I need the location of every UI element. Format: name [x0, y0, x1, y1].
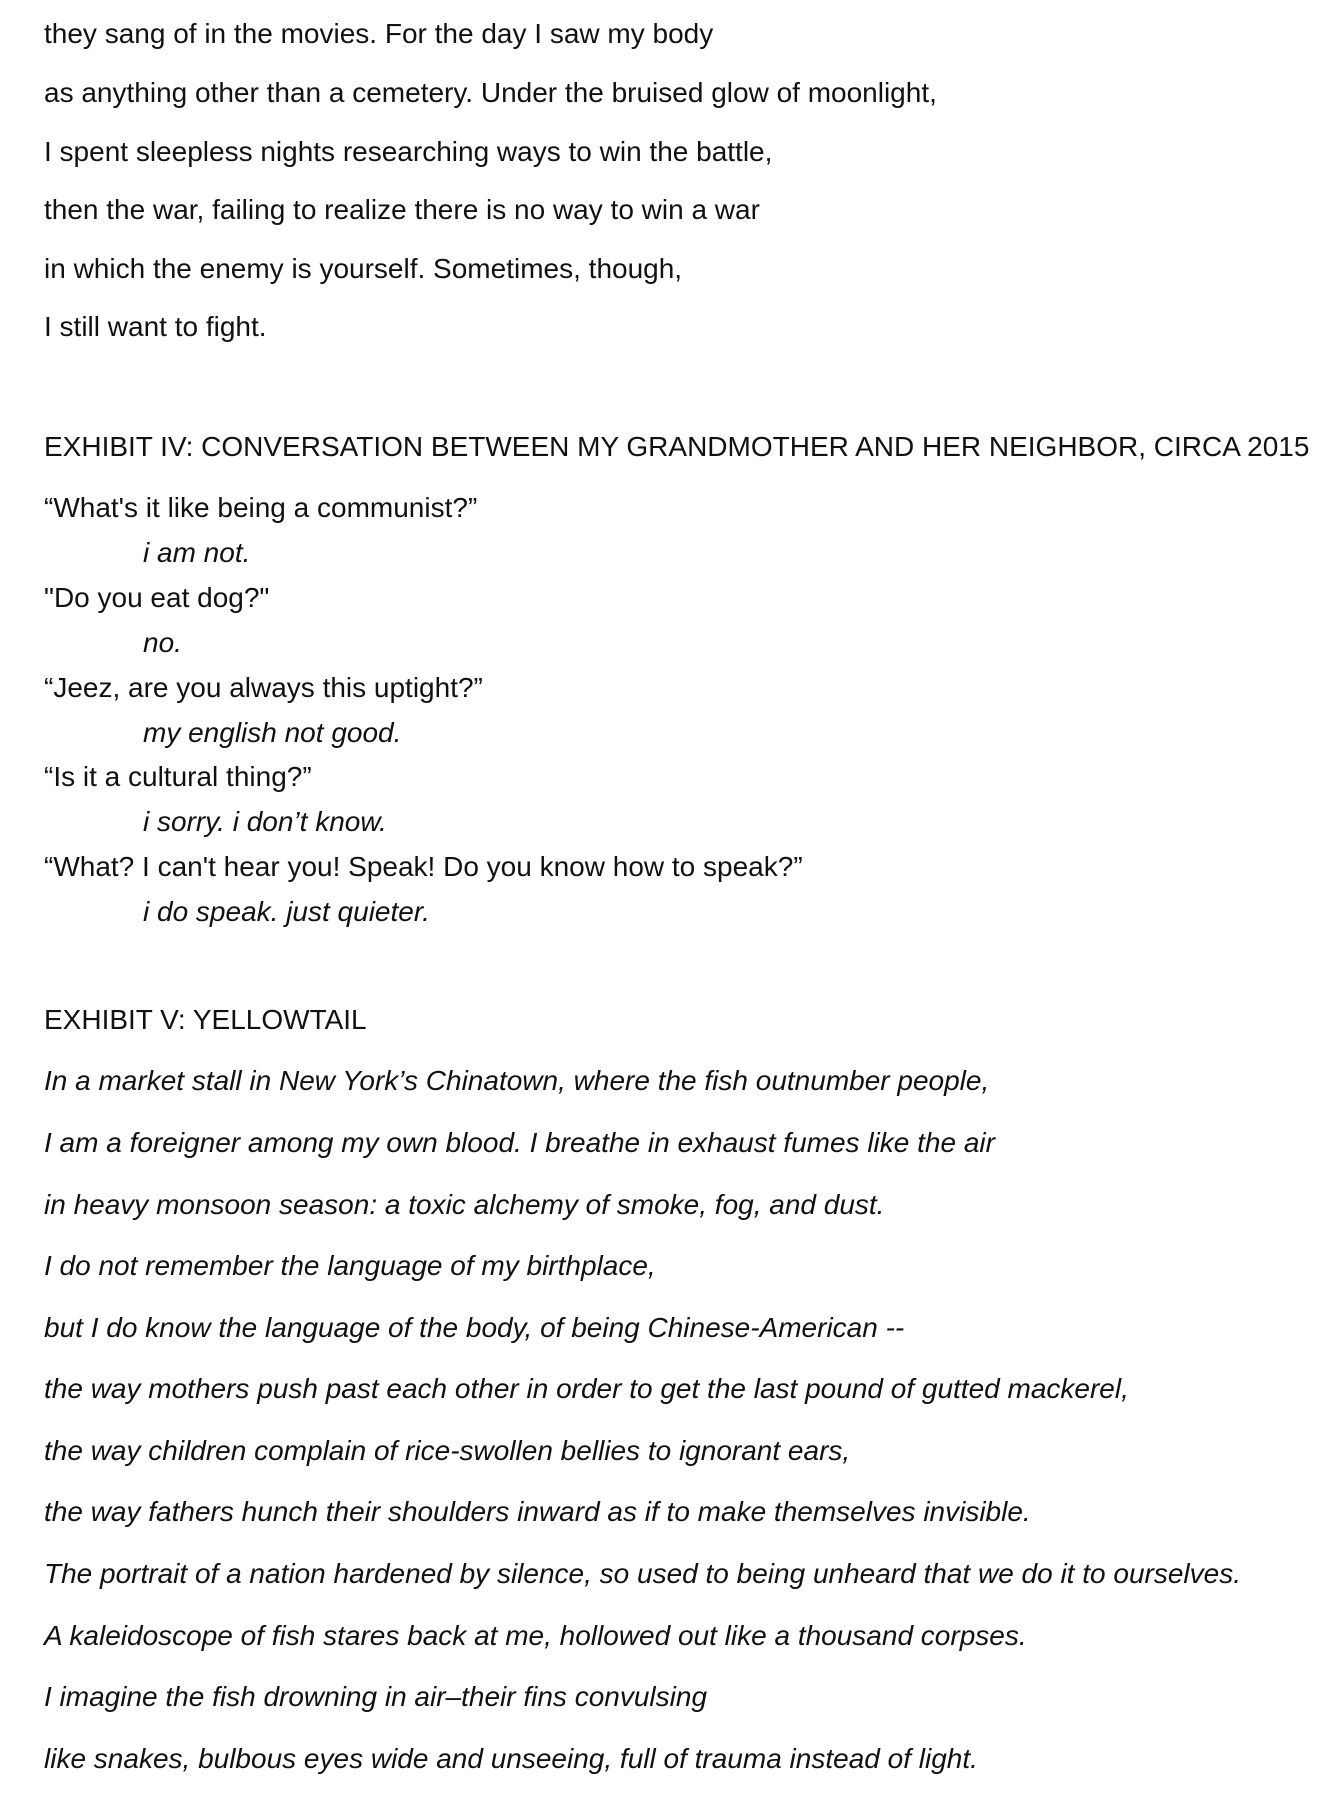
poem-line: in heavy monsoon season: a toxic alchemy of smoke, fog, and dust.: [44, 1189, 885, 1220]
poem-line: as anything other than a cemetery. Under the bruised glow of moonlight,: [44, 77, 937, 108]
poem-line: the way fathers hunch their shoulders inward as if to make themselves invisible.: [44, 1496, 1031, 1527]
poem-line: then the war, failing to realize there is no way to win a war: [44, 194, 760, 225]
poem-line: I imagine the fish drowning in air–their fins convulsing: [44, 1681, 708, 1712]
poem-line: I spent sleepless nights researching ways to win the battle,: [44, 136, 773, 167]
poem-line: I do not remember the language of my birthplace,: [44, 1250, 656, 1281]
grandmother-reply: i sorry. i don’t know.: [143, 806, 387, 837]
grandmother-reply: no.: [143, 627, 182, 658]
poem-line: but I do know the language of the body, of being Chinese-American --: [44, 1312, 905, 1343]
grandmother-reply: my english not good.: [143, 717, 402, 748]
poem-line: I still want to fight.: [44, 311, 267, 342]
neighbor-line: “What? I can't hear you! Speak! Do you know how to speak?”: [44, 851, 803, 882]
poem-line: In a market stall in New York’s Chinatown, where the fish outnumber people,: [44, 1065, 990, 1096]
exhibit-4-heading: EXHIBIT IV: CONVERSATION BETWEEN MY GRANDMOTHER AND HER NEIGHBOR, CIRCA 2015: [44, 431, 1310, 462]
neighbor-line: “Jeez, are you always this uptight?”: [44, 672, 483, 703]
poem-line: the way mothers push past each other in order to get the last pound of gutted mackerel,: [44, 1373, 1129, 1404]
grandmother-reply: i am not.: [143, 537, 251, 568]
neighbor-line: "Do you eat dog?": [44, 582, 270, 613]
poem-line: I am a foreigner among my own blood. I breathe in exhaust fumes like the air: [44, 1127, 995, 1158]
poem-line: The portrait of a nation hardened by silence, so used to being unheard that we do it to ourselves.: [44, 1558, 1241, 1589]
neighbor-line: “What's it like being a communist?”: [44, 492, 478, 523]
neighbor-line: “Is it a cultural thing?”: [44, 761, 312, 792]
poem-line: like snakes, bulbous eyes wide and unseeing, full of trauma instead of light.: [44, 1743, 978, 1774]
poem-line: the way children complain of rice-swollen bellies to ignorant ears,: [44, 1435, 851, 1466]
exhibit-5-heading: EXHIBIT V: YELLOWTAIL: [44, 1004, 367, 1035]
poem-line: they sang of in the movies. For the day I saw my body: [44, 18, 714, 49]
grandmother-reply: i do speak. just quieter.: [143, 896, 430, 927]
poem-line: in which the enemy is yourself. Sometimes, though,: [44, 253, 683, 284]
poem-line: A kaleidoscope of fish stares back at me, hollowed out like a thousand corpses.: [44, 1620, 1027, 1651]
